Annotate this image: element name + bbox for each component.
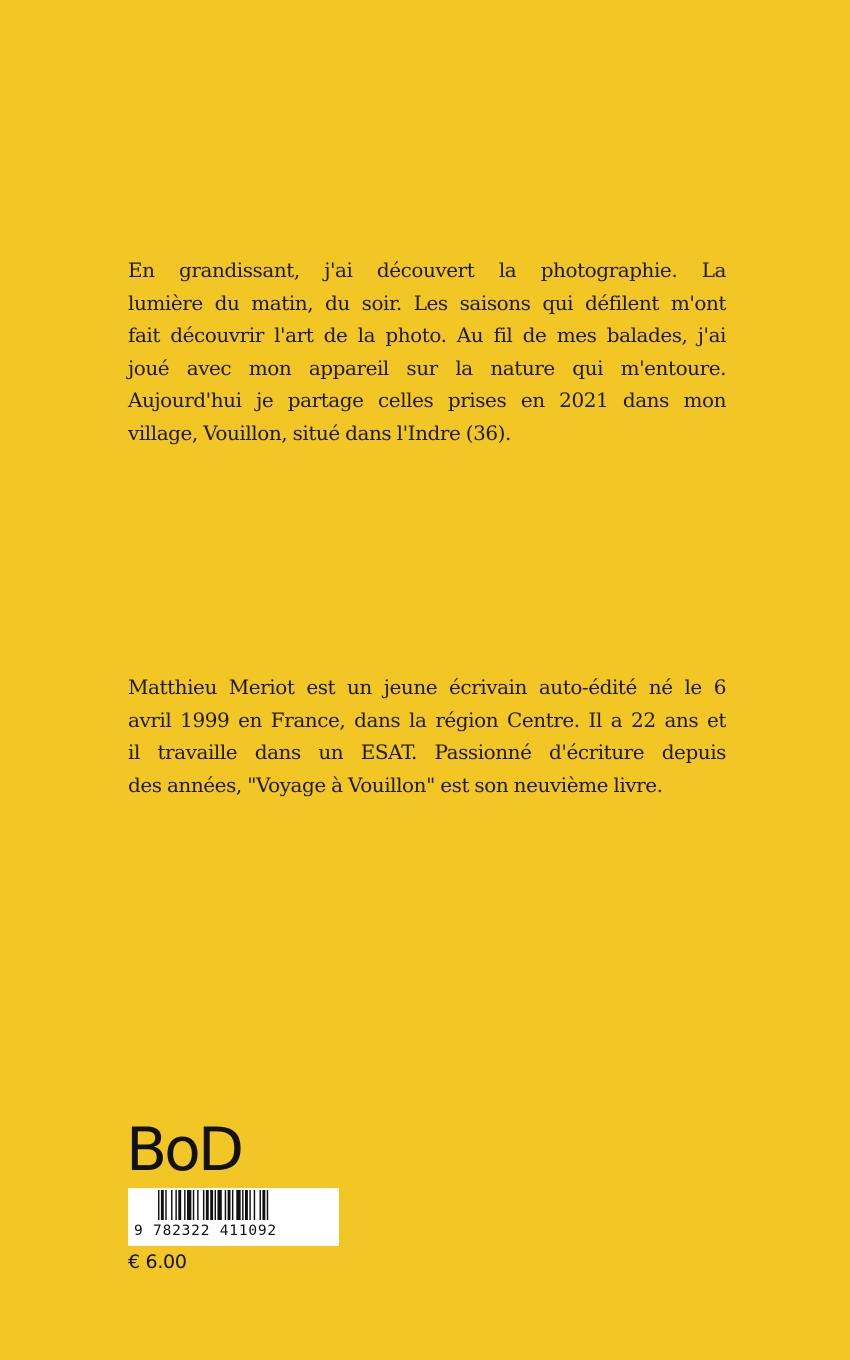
blurb-line: lumière du matin, du soir. Les saisons qui défilent m'ont — [128, 290, 726, 315]
blurb-line: Aujourd'hui je partage celles prises en 2021 dans mon — [128, 388, 726, 412]
bio-line: des années, "Voyage à Vouillon" est son neuvième livre. — [128, 772, 663, 797]
isbn-number: 9 782322 411092 — [134, 1223, 277, 1239]
blurb-line: village, Vouillon, situé dans l'Indre (36). — [128, 420, 511, 445]
blurb-line: En grandissant, j'ai découvert la photographie. La — [128, 258, 726, 282]
bio-line: avril 1999 en France, dans la région Centre. Il a 22 ans et — [128, 707, 726, 732]
price: € 6.00 — [128, 1251, 187, 1273]
barcode — [128, 1188, 339, 1246]
publisher-logo: BoD — [126, 1115, 242, 1185]
blurb-line: fait découvrir l'art de la photo. Au fil de mes balades, j'ai — [128, 323, 726, 347]
bio-line: il travaille dans un ESAT. Passionné d'écriture depuis — [128, 740, 726, 764]
barcode-bars — [158, 1190, 336, 1220]
author-bio-paragraph — [128, 671, 726, 801]
bio-line: Matthieu Meriot est un jeune écrivain auto-édité né le 6 — [128, 675, 726, 699]
blurb-line: joué avec mon appareil sur la nature qui m'entoure. — [128, 355, 726, 380]
blurb-paragraph — [128, 254, 726, 449]
